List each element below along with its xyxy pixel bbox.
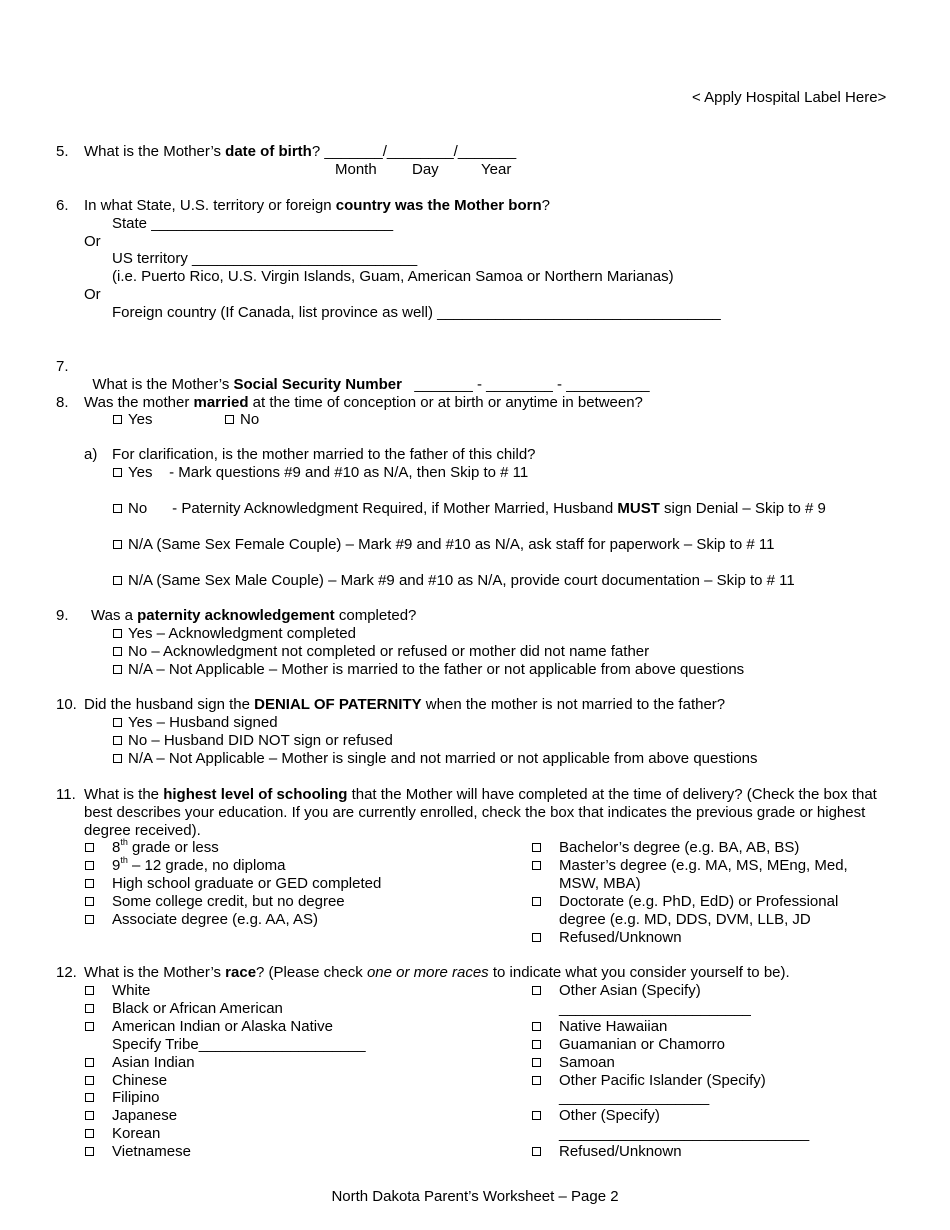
same-sex-male-option[interactable]: N/A (Same Sex Male Couple) – Mark #9 and #10 as N/A, provide court documentation – Skip to # 11 [113, 572, 795, 590]
question-6-text: In what State, U.S. territory or foreign country was the Mother born? [84, 197, 550, 214]
checkbox[interactable] [532, 933, 541, 942]
checkbox[interactable] [85, 1004, 94, 1013]
question-11-number: 11. [56, 786, 76, 803]
checkbox[interactable] [532, 843, 541, 852]
married-to-father-yes-option[interactable]: Yes - Mark questions #9 and #10 as N/A, then Skip to # 11 [113, 464, 528, 482]
dob-year-label: Year [481, 161, 512, 178]
foreign-country-input-line[interactable]: Foreign country (If Canada, list province as well) __________________________________ [112, 304, 721, 321]
checkbox[interactable] [113, 647, 122, 656]
checkbox[interactable] [113, 576, 122, 585]
checkbox[interactable] [532, 1111, 541, 1120]
checkbox[interactable] [113, 415, 122, 424]
question-9-number: 9. [56, 607, 69, 624]
question-10-text: Did the husband sign the DENIAL OF PATERNITY when the mother is not married to the father? [84, 696, 726, 713]
checkbox[interactable] [532, 861, 541, 870]
checkbox[interactable] [85, 879, 94, 888]
question-12-text: What is the Mother’s race? (Please check one or more races to indicate what you consider yourself to be). [84, 964, 790, 981]
question-11-text: What is the highest level of schooling that the Mother will have completed at the time of delivery? (Check the box that best describes your education. If you are currently enrolled, check the box that indicates the previous grade or highest degree received). [84, 786, 877, 839]
checkbox[interactable] [113, 718, 122, 727]
checkbox[interactable] [113, 504, 122, 513]
checkbox[interactable] [113, 629, 122, 638]
checkbox[interactable] [85, 1147, 94, 1156]
married-to-father-no-option[interactable]: No - Paternity Acknowledgment Required, if Mother Married, Husband MUST sign Denial – Skip to # 9 [113, 500, 826, 518]
checkbox[interactable] [85, 843, 94, 852]
checkbox[interactable] [85, 861, 94, 870]
hospital-label-placeholder: < Apply Hospital Label Here> [692, 89, 887, 106]
territory-input-line[interactable]: US territory ___________________________ [112, 250, 418, 267]
checkbox[interactable] [85, 897, 94, 906]
or-separator: Or [84, 286, 101, 303]
checkbox[interactable] [532, 1147, 541, 1156]
checkbox[interactable] [532, 897, 541, 906]
paternity-na-option[interactable]: N/A – Not Applicable – Mother is married to the father or not applicable from above questions [113, 661, 744, 679]
checkbox[interactable] [532, 1076, 541, 1085]
denial-na-option[interactable]: N/A – Not Applicable – Mother is single and not married or not applicable from above questions [113, 750, 758, 768]
pacific-islander-input-line[interactable]: __________________ [559, 1089, 710, 1106]
married-yes-option[interactable]: Yes [113, 411, 152, 429]
dob-input-line[interactable]: _______/________/_______ [324, 143, 517, 160]
tribe-input-line[interactable]: Specify Tribe____________________ [112, 1036, 366, 1053]
checkbox[interactable] [85, 1129, 94, 1138]
checkbox[interactable] [532, 1058, 541, 1067]
paternity-no-option[interactable]: No – Acknowledgment not completed or refused or mother did not name father [113, 643, 649, 661]
checkbox[interactable] [113, 665, 122, 674]
question-8a-label: a) [84, 446, 98, 463]
same-sex-female-option[interactable]: N/A (Same Sex Female Couple) – Mark #9 and #10 as N/A, ask staff for paperwork – Skip to # 11 [113, 536, 774, 554]
checkbox[interactable] [113, 468, 122, 477]
checkbox[interactable] [85, 1111, 94, 1120]
checkbox[interactable] [113, 540, 122, 549]
checkbox[interactable] [85, 1058, 94, 1067]
question-8-number: 8. [56, 394, 69, 411]
question-9-text: Was a paternity acknowledgement completed? [91, 607, 417, 624]
ssn-input-line[interactable]: _______ - ________ - __________ [401, 376, 650, 393]
or-separator: Or [84, 233, 101, 250]
denial-no-option[interactable]: No – Husband DID NOT sign or refused [113, 732, 393, 750]
paternity-yes-option[interactable]: Yes – Acknowledgment completed [113, 625, 356, 643]
question-12-number: 12. [56, 964, 77, 981]
checkbox[interactable] [85, 986, 94, 995]
territory-note: (i.e. Puerto Rico, U.S. Virgin Islands, Guam, American Samoa or Northern Marianas) [112, 268, 674, 285]
dob-month-label: Month [335, 161, 377, 178]
question-7-text: What is the Mother’s Social Security Number _______ - ________ - __________ [92, 376, 650, 393]
married-no-option[interactable]: No [225, 411, 259, 429]
checkbox[interactable] [85, 1022, 94, 1031]
other-race-input-line[interactable]: ______________________________ [559, 1125, 810, 1142]
checkbox[interactable] [85, 1093, 94, 1102]
checkbox[interactable] [85, 1076, 94, 1085]
question-8a-text: For clarification, is the mother married to the father of this child? [112, 446, 536, 463]
other-asian-input-line[interactable]: _______________________ [559, 1000, 751, 1017]
question-6-number: 6. [56, 197, 69, 214]
question-10-number: 10. [56, 696, 77, 713]
question-7-number: 7. [56, 358, 69, 375]
state-input-line[interactable]: State _____________________________ [112, 215, 394, 232]
question-5-text: What is the Mother’s date of birth? _______/________/_______ [84, 143, 517, 160]
checkbox[interactable] [113, 736, 122, 745]
dob-day-label: Day [412, 161, 439, 178]
question-8-text: Was the mother married at the time of conception or at birth or anytime in between? [84, 394, 643, 411]
checkbox[interactable] [225, 415, 234, 424]
denial-yes-option[interactable]: Yes – Husband signed [113, 714, 278, 732]
page-footer: North Dakota Parent’s Worksheet – Page 2 [331, 1188, 619, 1205]
checkbox[interactable] [113, 754, 122, 763]
checkbox[interactable] [85, 915, 94, 924]
checkbox[interactable] [532, 1022, 541, 1031]
checkbox[interactable] [532, 1040, 541, 1049]
checkbox[interactable] [532, 986, 541, 995]
question-5-number: 5. [56, 143, 69, 160]
